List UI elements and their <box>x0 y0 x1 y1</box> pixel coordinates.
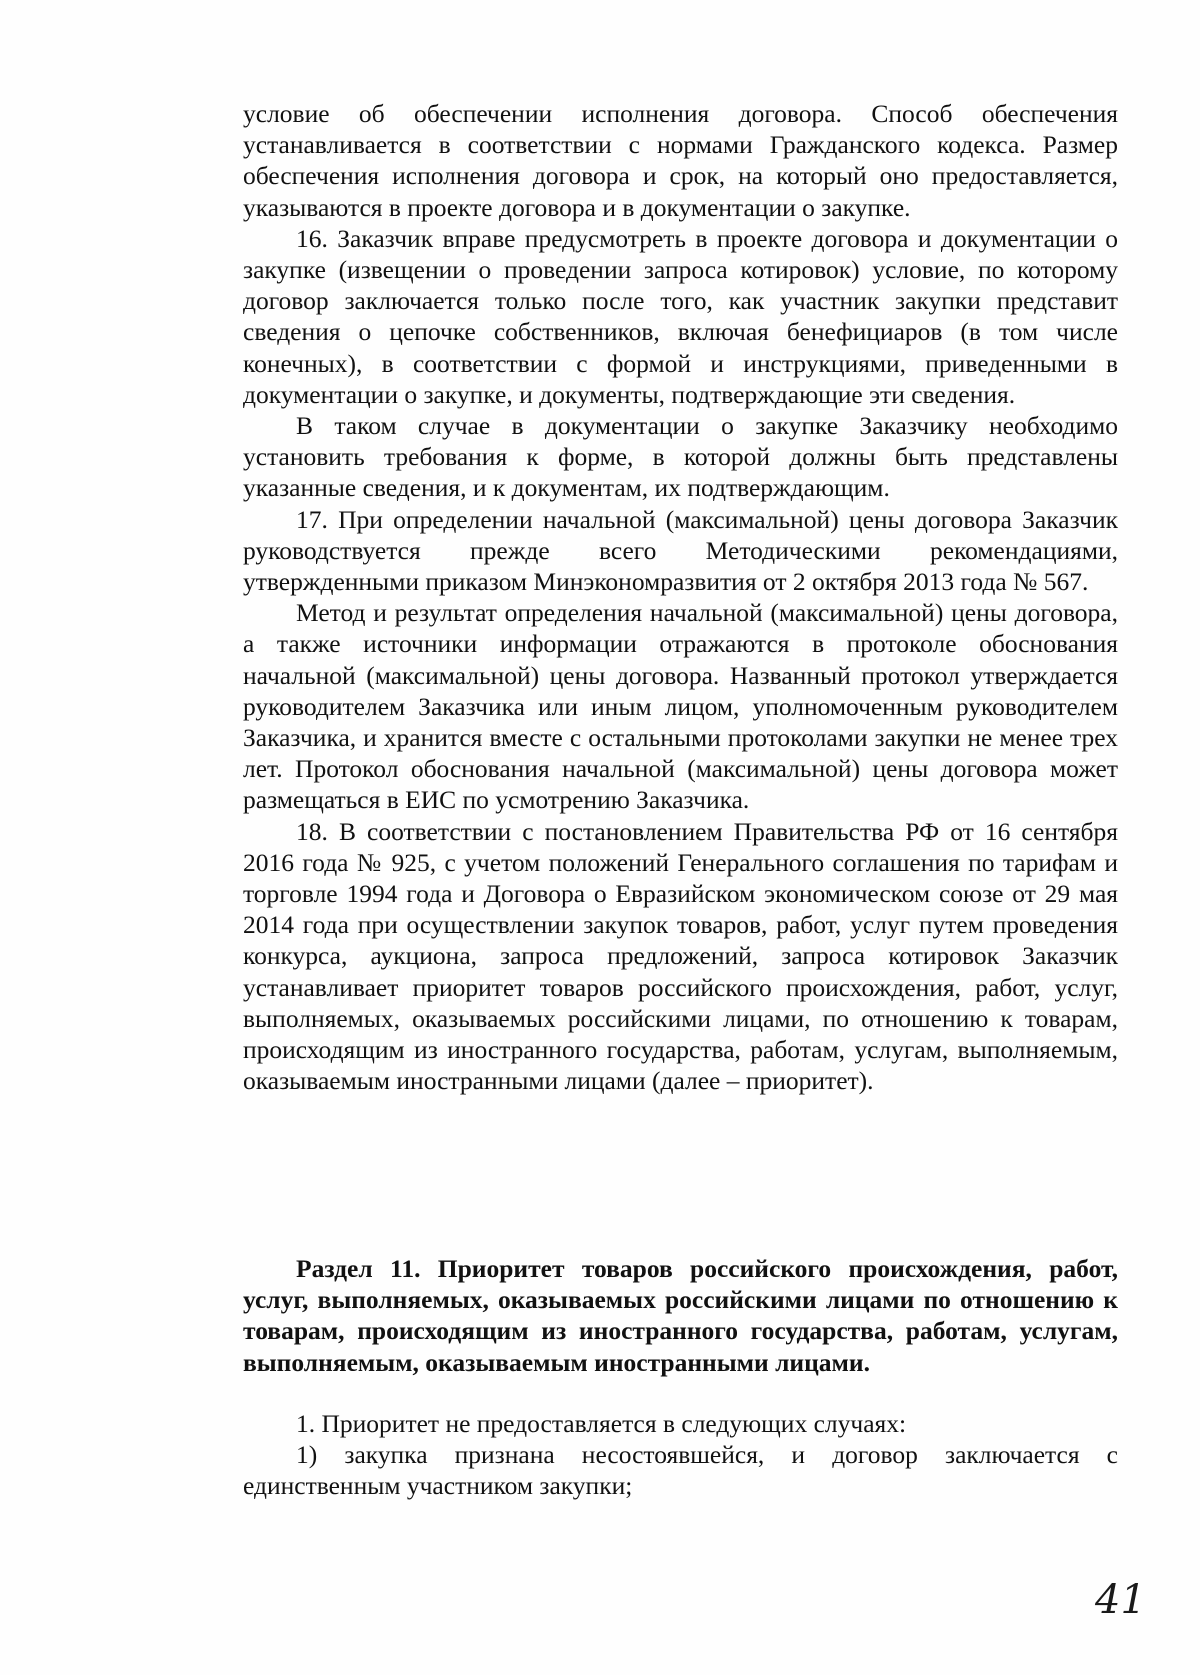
section-11-heading-block <box>243 1253 1118 1378</box>
paragraph-security-continuation: условие об обеспечении исполнения договора. Способ обеспечения устанавливается в соответствии с нормами Гражданского кодекса. Размер обеспечения исполнения договора и срок, на который оно предоставляется, указываются в проекте договора и в документации о закупке. <box>243 99 1118 222</box>
section-paragraph-exception-1: 1) закупка признана несостоявшейся, и договор заключается с единственным участником закупки; <box>243 1440 1118 1501</box>
paragraph-18: 18. В соответствии с постановлением Правительства РФ от 16 сентября 2016 года № 925, с учетом положений Генерального соглашения по тарифам и торговле 1994 года и Договора о Евразийском экономическом союзе от 29 мая 2014 года при осуществлении закупок товаров, работ, услуг путем проведения конкурса, аукциона, запроса предложений, запроса котировок Заказчик устанавливает приоритет товаров российского происхождения, работ, услуг, выполняемых, оказываемых российскими лицами, по отношению к товарам, происходящим из иностранного государства, работам, услугам, выполняемым, оказываемым иностранными лицами (далее – приоритет). <box>243 816 1118 1096</box>
section-11-body <box>243 1408 1118 1502</box>
paragraph-16-requirements: В таком случае в документации о закупке Заказчику необходимо установить требования к форме, в которой должны быть представлены указанные сведения, и к документам, их подтверждающим. <box>243 411 1118 503</box>
body-text <box>243 98 1118 1097</box>
paragraph-16: 16. Заказчик вправе предусмотреть в проекте договора и документации о закупке (извещении о проведении запроса котировок) условие, по которому договор заключается только после того, как участник закупки представит сведения о цепочке собственников, включая бенефициаров (в том числе конечных), в соответствии с формой и инструкциями, приведенными в документации о закупке, и документы, подтверждающие эти сведения. <box>243 223 1118 409</box>
handwritten-page-number: 41 <box>1095 1577 1146 1623</box>
section-paragraph-priority-exceptions: 1. Приоритет не предоставляется в следующих случаях: <box>296 1409 907 1438</box>
paragraph-17-method: Метод и результат определения начальной (максимальной) цены договора, а также источники информации отражаются в протоколе обоснования начальной (максимальной) цены договора. Названный протокол утверждается руководителем Заказчика или иным лицом, уполномоченным руководителем Заказчика, и хранится вместе с остальными протоколами закупки не менее трех лет. Протокол обоснования начальной (максимальной) цены договора может размещаться в ЕИС по усмотрению Заказчика. <box>243 598 1118 815</box>
section-heading: Раздел 11. Приоритет товаров российского происхождения, работ, услуг, выполняемых, оказываемых российскими лицами по отношению к товарам, происходящим из иностранного государства, работам, услугам, выполняемым, оказываемым иностранными лицами. <box>243 1254 1118 1377</box>
paragraph-17: 17. При определении начальной (максимальной) цены договора Заказчик руководствуется прежде всего Методическими рекомендациями, утвержденными приказом Минэкономразвития от 2 октября 2013 года № 567. <box>243 504 1118 597</box>
